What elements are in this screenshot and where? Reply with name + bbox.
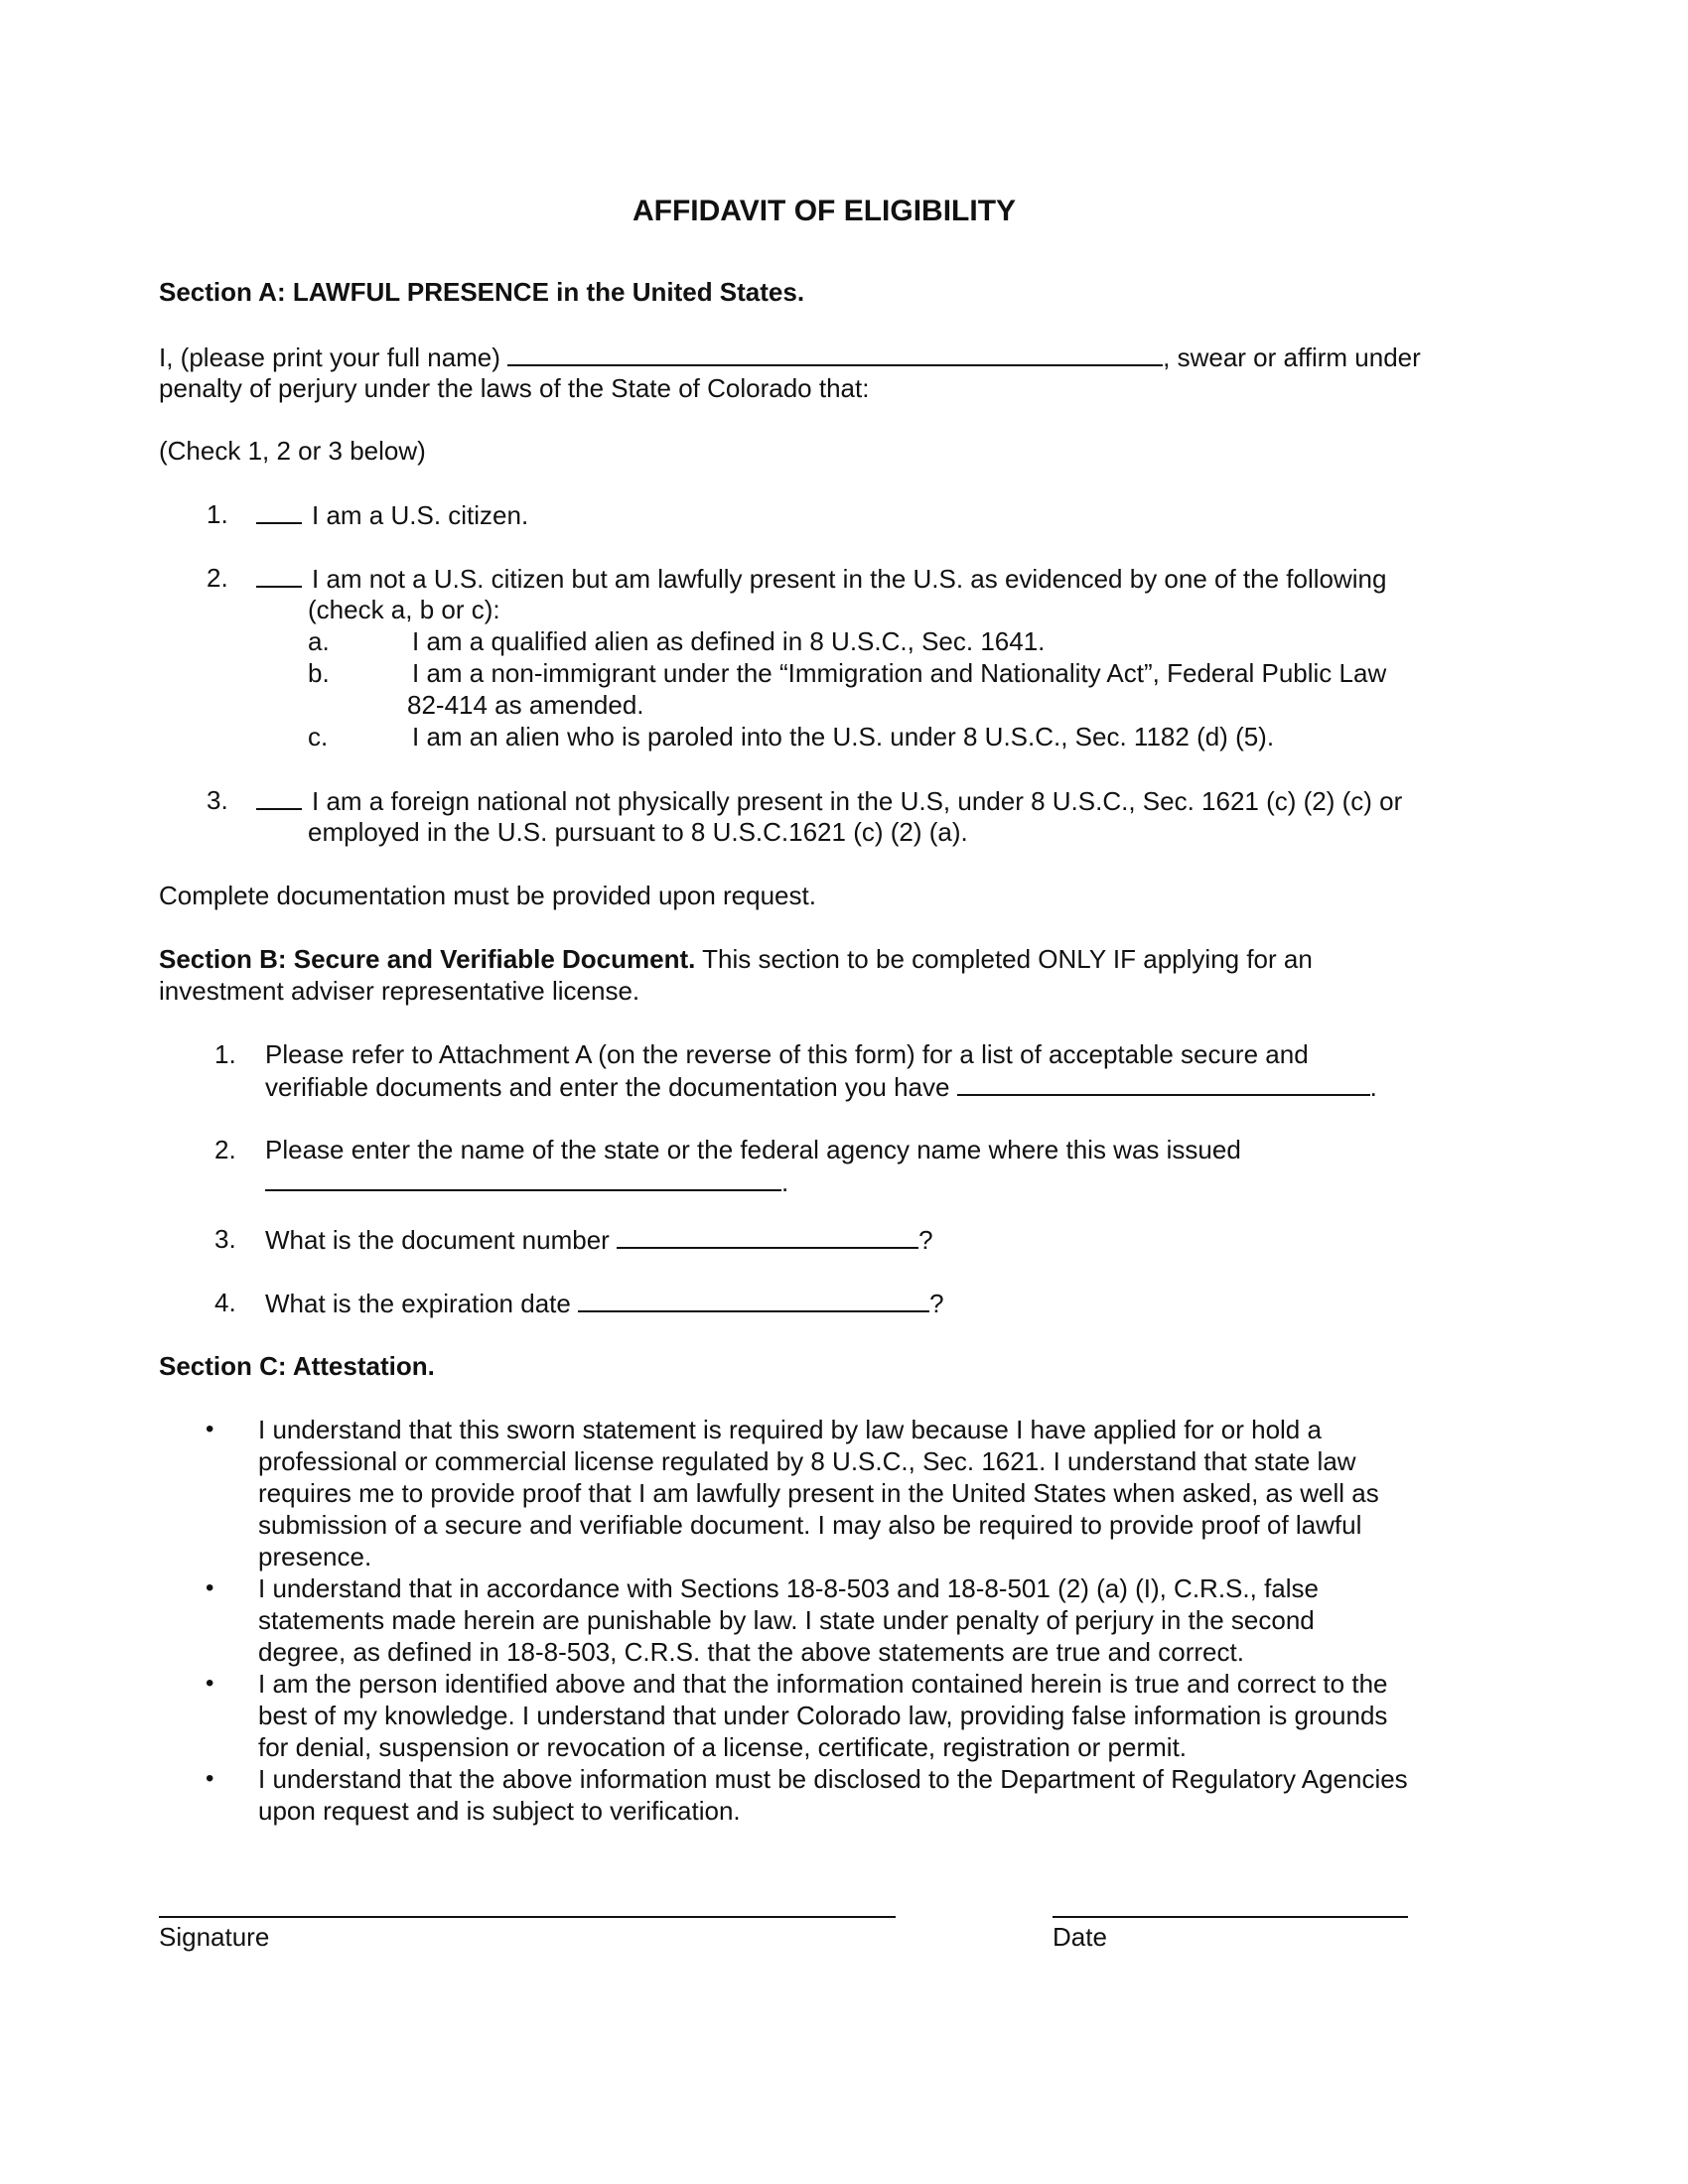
doc-item-4-end: ?: [929, 1289, 944, 1318]
expiration-date-field[interactable]: [578, 1287, 929, 1312]
doc-item-1-text2: verifiable documents and enter the documentation you have: [265, 1072, 957, 1102]
attestation-line: upon request and is subject to verification.: [258, 1796, 741, 1826]
doc-item-4-number: 4.: [214, 1288, 236, 1317]
item-number: 1.: [207, 499, 228, 529]
section-c-heading: Section C: Attestation.: [159, 1351, 435, 1381]
attestation-line: requires me to provide proof that I am lawfully present in the United States when asked, as well as: [258, 1478, 1379, 1508]
date-label: Date: [1053, 1922, 1107, 1952]
item-text: I am a foreign national not physically present in the U.S, under 8 U.S.C., Sec. 1621 (c) (2) (c) or: [312, 786, 1403, 816]
doc-item-1-end: .: [1369, 1072, 1377, 1102]
subitem-a-letter: a.: [308, 626, 330, 656]
doc-item-2-text: Please enter the name of the state or the federal agency name where this was issued: [265, 1135, 1241, 1164]
item-number: 3.: [207, 785, 228, 815]
doc-item-3-text: What is the document number: [265, 1225, 618, 1255]
documentation-note: Complete documentation must be provided upon request.: [159, 881, 816, 910]
lawful-item-3: [207, 784, 228, 816]
section-b-heading-line: [159, 943, 1489, 975]
lawful-item-1-content: [256, 498, 528, 531]
doc-item-3-end: ?: [918, 1225, 933, 1255]
item-text-line2: employed in the U.S. pursuant to 8 U.S.C.1621 (c) (2) (a).: [308, 817, 968, 847]
doc-item-1-number: 1.: [214, 1039, 236, 1069]
section-b-heading: Section B: Secure and Verifiable Document.: [159, 944, 696, 974]
name-statement: [159, 341, 1489, 373]
doc-item-2-number: 2.: [214, 1135, 236, 1164]
check-instruction: (Check 1, 2 or 3 below): [159, 436, 426, 466]
bullet-glyph: •: [206, 1670, 214, 1697]
item-text-line2: (check a, b or c):: [308, 595, 500, 624]
doc-item-2-end: .: [781, 1167, 789, 1197]
attestation-line: statements made herein are punishable by law. I state under penalty of perjury in the second: [258, 1605, 1315, 1635]
attestation-line: degree, as defined in 18-8-503, C.R.S. that the above statements are true and correct.: [258, 1637, 1244, 1667]
section-b-heading-line2: investment adviser representative license.: [159, 976, 640, 1006]
full-name-field[interactable]: [507, 341, 1163, 366]
section-a-heading: Section A: LAWFUL PRESENCE in the United States.: [159, 277, 805, 307]
doc-item-2-line2: [265, 1165, 788, 1198]
signature-label: Signature: [159, 1922, 270, 1952]
document-number-field[interactable]: [617, 1223, 918, 1249]
documentation-field[interactable]: [957, 1070, 1370, 1096]
citizen-checkbox[interactable]: [256, 498, 302, 524]
subitem-b-text-line2: 82-414 as amended.: [407, 690, 644, 720]
attestation-line: I understand that the above information must be disclosed to the Department of Regulatory Agencies: [258, 1764, 1408, 1794]
doc-item-1-line2: [265, 1070, 1377, 1103]
lawful-item-1: [207, 498, 228, 530]
bullet-glyph: •: [206, 1416, 214, 1442]
attestation-line: for denial, suspension or revocation of a license, certificate, registration or permit.: [258, 1732, 1188, 1762]
doc-item-4-text: What is the expiration date: [265, 1289, 579, 1318]
doc-item-3-number: 3.: [214, 1224, 236, 1254]
attestation-line: presence.: [258, 1542, 372, 1571]
attestation-line: I understand that this sworn statement is required by law because I have applied for or hold a: [258, 1415, 1322, 1444]
name-statement-line2: penalty of perjury under the laws of the State of Colorado that:: [159, 373, 870, 403]
signature-line[interactable]: [159, 1916, 896, 1918]
doc-item-1-text: Please refer to Attachment A (on the reverse of this form) for a list of acceptable secure and: [265, 1039, 1309, 1069]
attestation-line: best of my knowledge. I understand that under Colorado law, providing false information is grounds: [258, 1701, 1388, 1730]
section-b-heading-rest: This section to be completed ONLY IF applying for an: [695, 944, 1313, 974]
doc-item-3-content: [265, 1223, 933, 1256]
bullet-glyph: •: [206, 1574, 214, 1601]
attestation-line: submission of a secure and verifiable document. I may also be required to provide proof of lawful: [258, 1510, 1362, 1540]
date-line[interactable]: [1053, 1916, 1408, 1918]
bullet-glyph: •: [206, 1765, 214, 1792]
subitem-c-letter: c.: [308, 722, 329, 751]
lawful-item-2: [207, 562, 228, 594]
lawfully-present-checkbox[interactable]: [256, 562, 302, 588]
issuing-agency-field[interactable]: [265, 1165, 781, 1191]
attestation-line: professional or commercial license regulated by 8 U.S.C., Sec. 1621. I understand that state law: [258, 1446, 1356, 1476]
lawful-item-3-content: [256, 784, 1402, 817]
attestation-line: I understand that in accordance with Sections 18-8-503 and 18-8-501 (2) (a) (I), C.R.S., false: [258, 1573, 1319, 1603]
item-number: 2.: [207, 563, 228, 593]
name-intro-after: , swear or affirm under: [1163, 342, 1421, 372]
attestation-line: I am the person identified above and that the information contained herein is true and correct to the: [258, 1669, 1388, 1699]
name-intro-text: I, (please print your full name): [159, 342, 508, 372]
doc-item-4-content: [265, 1287, 944, 1319]
lawful-item-2-content: [256, 562, 1386, 595]
item-text: I am a U.S. citizen.: [312, 500, 529, 530]
subitem-b-letter: b.: [308, 658, 330, 688]
foreign-national-checkbox[interactable]: [256, 784, 302, 810]
subitem-b-text: I am a non-immigrant under the “Immigration and Nationality Act”, Federal Public Law: [412, 658, 1387, 688]
subitem-c-text: I am an alien who is paroled into the U.S. under 8 U.S.C., Sec. 1182 (d) (5).: [412, 722, 1275, 751]
document-title: AFFIDAVIT OF ELIGIBILITY: [632, 195, 1017, 227]
item-text: I am not a U.S. citizen but am lawfully present in the U.S. as evidenced by one of the following: [312, 564, 1387, 594]
subitem-a-text: I am a qualified alien as defined in 8 U.S.C., Sec. 1641.: [412, 626, 1046, 656]
